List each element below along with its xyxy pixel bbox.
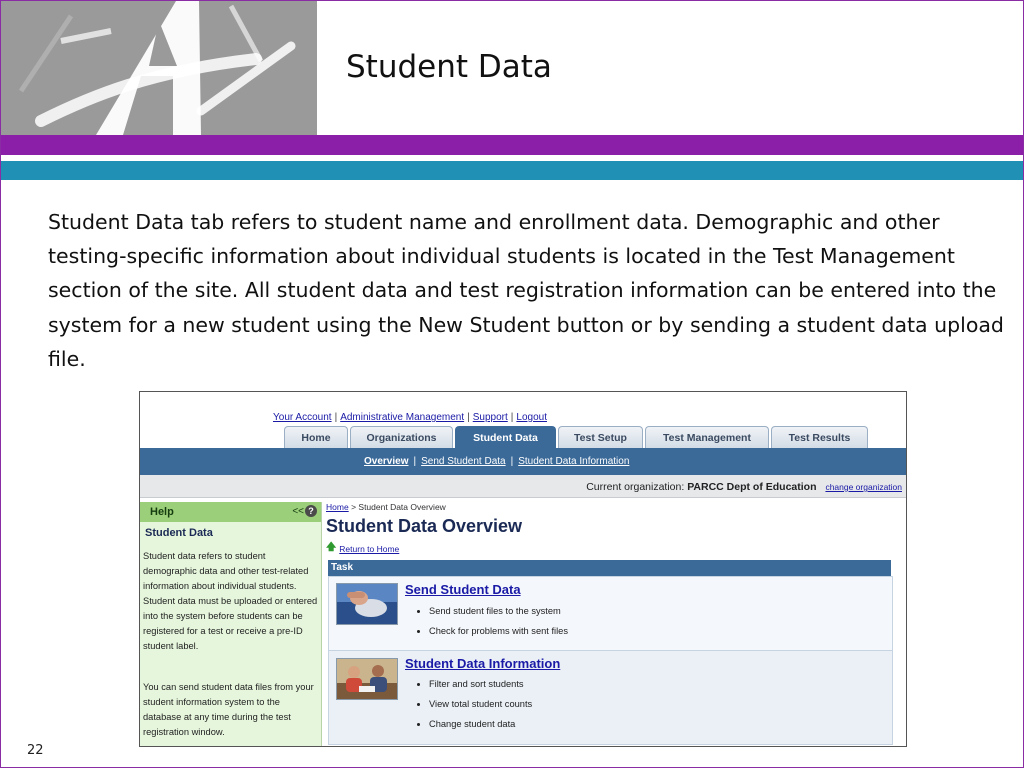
current-organization-label: Current organization: bbox=[586, 481, 685, 493]
app-screenshot bbox=[139, 391, 907, 747]
return-to-home bbox=[326, 540, 399, 557]
current-organization-name: PARCC Dept of Education bbox=[687, 481, 817, 493]
send-student-data-bullets bbox=[405, 604, 568, 644]
administrative-management-link[interactable]: Administrative Management bbox=[340, 412, 465, 423]
slide-body-text: Student Data tab refers to student name and enrollment data. Demographic and other testing-specific information about individual students is located in the Test Management section of the site. All student data and test registration information can be entered into the system for a new student using the New Student button or by sending a student data upload file. bbox=[48, 210, 1004, 371]
students-photo-icon[interactable] bbox=[336, 658, 398, 700]
breadcrumb-separator: > bbox=[351, 502, 357, 512]
your-account-link[interactable]: Your Account bbox=[273, 412, 332, 423]
logo-a-icon bbox=[1, 1, 317, 135]
slide-title: Student Data bbox=[346, 49, 552, 85]
collapse-label: << bbox=[292, 505, 304, 517]
help-paragraph-1: Student data refers to student demographic data and other test-related information about individual students. Student data must be uploaded or entered into the system before students can be registered for a test or receive a pre-ID student label. bbox=[143, 551, 318, 651]
list-item: • Check for problems with sent files bbox=[429, 624, 568, 644]
tab-test-management[interactable]: Test Management bbox=[645, 426, 769, 448]
send-student-data-link[interactable]: Send Student Data bbox=[405, 582, 521, 597]
tab-test-results[interactable]: Test Results bbox=[771, 426, 868, 448]
page-number: 22 bbox=[27, 743, 44, 758]
help-paragraph-2: You can send student data files from your student information system to the database at any time during the test registration window. bbox=[143, 682, 314, 737]
task-row-student-data-information bbox=[328, 650, 893, 745]
tab-test-setup[interactable]: Test Setup bbox=[558, 426, 643, 448]
teal-band bbox=[1, 161, 1023, 180]
return-to-home-link[interactable]: Return to Home bbox=[339, 543, 400, 554]
account-links: Your Account | Administrative Management | Support | Logout bbox=[273, 412, 547, 423]
up-arrow-icon: 🡅 bbox=[326, 542, 337, 553]
help-title: Help bbox=[150, 506, 174, 518]
task-header-label: Task bbox=[331, 562, 354, 573]
purple-band bbox=[1, 135, 1023, 155]
help-header bbox=[140, 502, 321, 522]
student-data-information-link[interactable]: Student Data Information bbox=[405, 656, 561, 671]
change-organization-link[interactable]: change organization bbox=[825, 482, 902, 492]
breadcrumb-current: Student Data Overview bbox=[358, 502, 446, 512]
logout-link[interactable]: Logout bbox=[516, 412, 547, 423]
breadcrumb-home-link[interactable]: Home bbox=[326, 502, 349, 512]
subnav-student-data-information[interactable]: Student Data Information bbox=[518, 456, 630, 467]
breadcrumb bbox=[326, 502, 446, 512]
subnav-overview[interactable]: Overview bbox=[364, 456, 409, 467]
mouse-hand-icon[interactable] bbox=[336, 583, 398, 625]
subnav-send-student-data[interactable]: Send Student Data bbox=[421, 456, 506, 467]
list-item: • Filter and sort students bbox=[429, 677, 532, 697]
tab-home[interactable]: Home bbox=[284, 426, 348, 448]
list-item: • View total student counts bbox=[429, 697, 532, 717]
task-header bbox=[328, 560, 891, 576]
logo bbox=[1, 1, 317, 135]
organization-bar bbox=[140, 475, 906, 498]
list-item: • Send student files to the system bbox=[429, 604, 568, 624]
tab-student-data[interactable]: Student Data bbox=[455, 426, 556, 449]
tab-organizations[interactable]: Organizations bbox=[350, 426, 453, 448]
list-item: • Change student data bbox=[429, 717, 532, 737]
task-row-send-student-data bbox=[328, 576, 893, 651]
question-icon[interactable]: ? bbox=[305, 505, 317, 517]
support-link[interactable]: Support bbox=[472, 412, 508, 423]
student-data-information-bullets bbox=[405, 677, 532, 737]
current-organization bbox=[586, 481, 902, 493]
sub-nav: Overview | Send Student Data | Student Data Information bbox=[364, 456, 630, 467]
help-subtitle: Student Data bbox=[145, 527, 213, 539]
help-panel bbox=[140, 502, 322, 746]
help-collapse-button[interactable] bbox=[292, 505, 317, 517]
page-title: Student Data Overview bbox=[326, 516, 523, 536]
